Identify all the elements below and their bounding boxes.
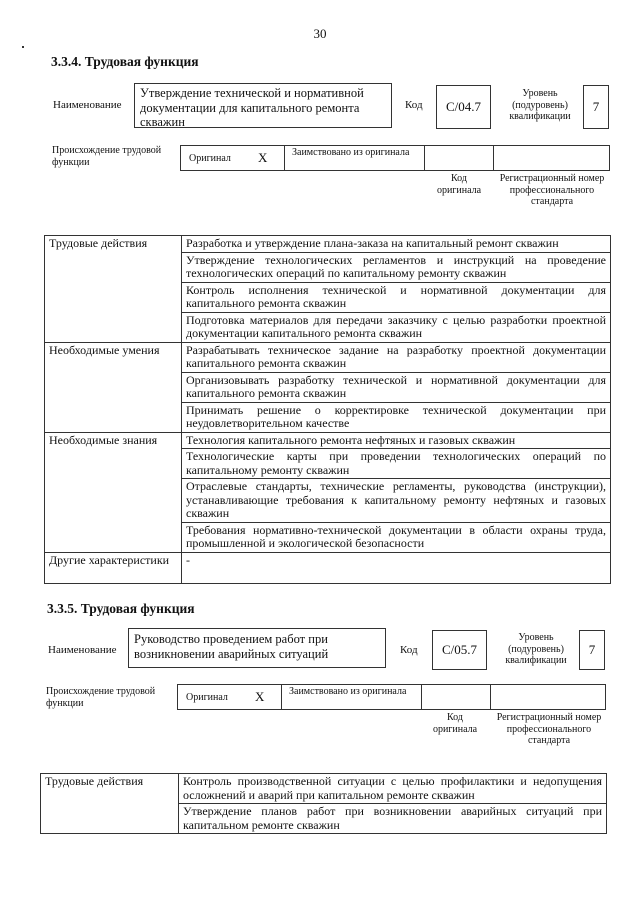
reg-number-caption: Регистрационный номер профессионального стандарта (496, 712, 602, 746)
row-category: Трудовые действия (41, 774, 179, 834)
orig-code-caption: Код оригинала (436, 173, 482, 196)
origin-label: Происхождение трудовой функции (52, 145, 162, 168)
row-category: Необходимые знания (45, 432, 182, 552)
row-item: Разрабатывать техническое задание на разработку проектной документации капитального ремонта скважин (182, 342, 611, 372)
row-item: Контроль производственной ситуации с целью профилактики и недопущения осложнений и аварий при капитальном ремонте скважин (179, 774, 607, 804)
level-value: 7 (592, 99, 600, 114)
level-box (583, 85, 609, 129)
original-cell (180, 145, 285, 171)
reg-number-cell (493, 145, 610, 171)
row-item: - (182, 552, 611, 583)
row-item: Организовывать разработку технической и нормативной документации для капитального ремонта скважин (182, 372, 611, 402)
row-item: Требования нормативно-технической документации в области охраны труда, промышленной и экологической безопасности (182, 522, 611, 552)
function-name: Утверждение технической и нормативной документации для капитального ремонта скважин (140, 86, 364, 129)
section-title: 3.3.5. Трудовая функция (47, 601, 195, 616)
original-mark: X (258, 150, 268, 165)
origin-label: Происхождение трудовой функции (46, 686, 156, 709)
original-mark: X (255, 689, 265, 704)
row-item: Утверждение планов работ при возникновении аварийных ситуаций при капитальном ремонте скважин (179, 804, 607, 834)
level-label: Уровень (подуровень) квалификации (509, 88, 571, 122)
reg-number-cell (490, 684, 606, 710)
reg-number-caption: Регистрационный номер профессионального стандарта (499, 173, 605, 207)
row-item: Подготовка материалов для передачи заказчику с целью разработки проектной документации капитального ремонта скважин (182, 312, 611, 342)
row-item: Отраслевые стандарты, технические регламенты, руководства (инструкции), устанавливающие требования к капитальному ремонту нефтяных и газовых скважин (182, 479, 611, 523)
section-title: 3.3.4. Трудовая функция (51, 54, 199, 69)
orig-code-caption: Код оригинала (432, 712, 478, 735)
row-item: Технология капитального ремонта нефтяных и газовых скважин (182, 432, 611, 449)
level-label: Уровень (подуровень) квалификации (505, 632, 567, 666)
row-category: Другие характеристики (45, 552, 182, 583)
name-label: Наименование (48, 644, 117, 656)
borrowed-label: Заимствовано из оригинала (292, 147, 410, 158)
name-label: Наименование (53, 99, 122, 111)
table-row (45, 432, 611, 449)
function-name: Руководство проведением работ при возникновении аварийных ситуаций (134, 632, 329, 661)
orig-code-cell (421, 684, 491, 710)
original-label: Оригинал (189, 153, 231, 164)
table-row (45, 342, 611, 372)
original-cell (177, 684, 282, 710)
row-item: Утверждение технологических регламентов и инструкций на проведение технологических операций по капитальному ремонту скважин (182, 252, 611, 282)
original-label: Оригинал (186, 692, 228, 703)
borrowed-cell (284, 145, 425, 171)
table-row (45, 552, 611, 583)
level-box (579, 630, 605, 670)
code-box (432, 630, 487, 670)
borrowed-label: Заимствовано из оригинала (289, 686, 407, 697)
code-value: C/04.7 (445, 99, 482, 114)
margin-dot (22, 46, 24, 48)
row-category: Трудовые действия (45, 236, 182, 343)
function-table (40, 773, 607, 834)
code-box (436, 85, 491, 129)
row-category: Необходимые умения (45, 342, 182, 432)
orig-code-cell (424, 145, 494, 171)
function-name-box (128, 628, 386, 668)
row-item: Контроль исполнения технической и нормативной документации для капитального ремонта скважин (182, 282, 611, 312)
borrowed-cell (281, 684, 422, 710)
code-value: C/05.7 (441, 642, 478, 657)
function-name-box (134, 83, 392, 128)
level-value: 7 (588, 642, 596, 657)
table-row (45, 236, 611, 253)
row-item: Принимать решение о корректировке технической документации при неудовлетворительном качестве (182, 402, 611, 432)
page-number: 30 (313, 26, 327, 41)
row-item: Разработка и утверждение плана-заказа на капитальный ремонт скважин (182, 236, 611, 253)
table-row (41, 774, 607, 804)
function-table (44, 235, 611, 584)
code-label: Код (400, 644, 418, 656)
code-label: Код (405, 99, 423, 111)
row-item: Технологические карты при проведении технологических операций по капитальному ремонту скважин (182, 449, 611, 479)
